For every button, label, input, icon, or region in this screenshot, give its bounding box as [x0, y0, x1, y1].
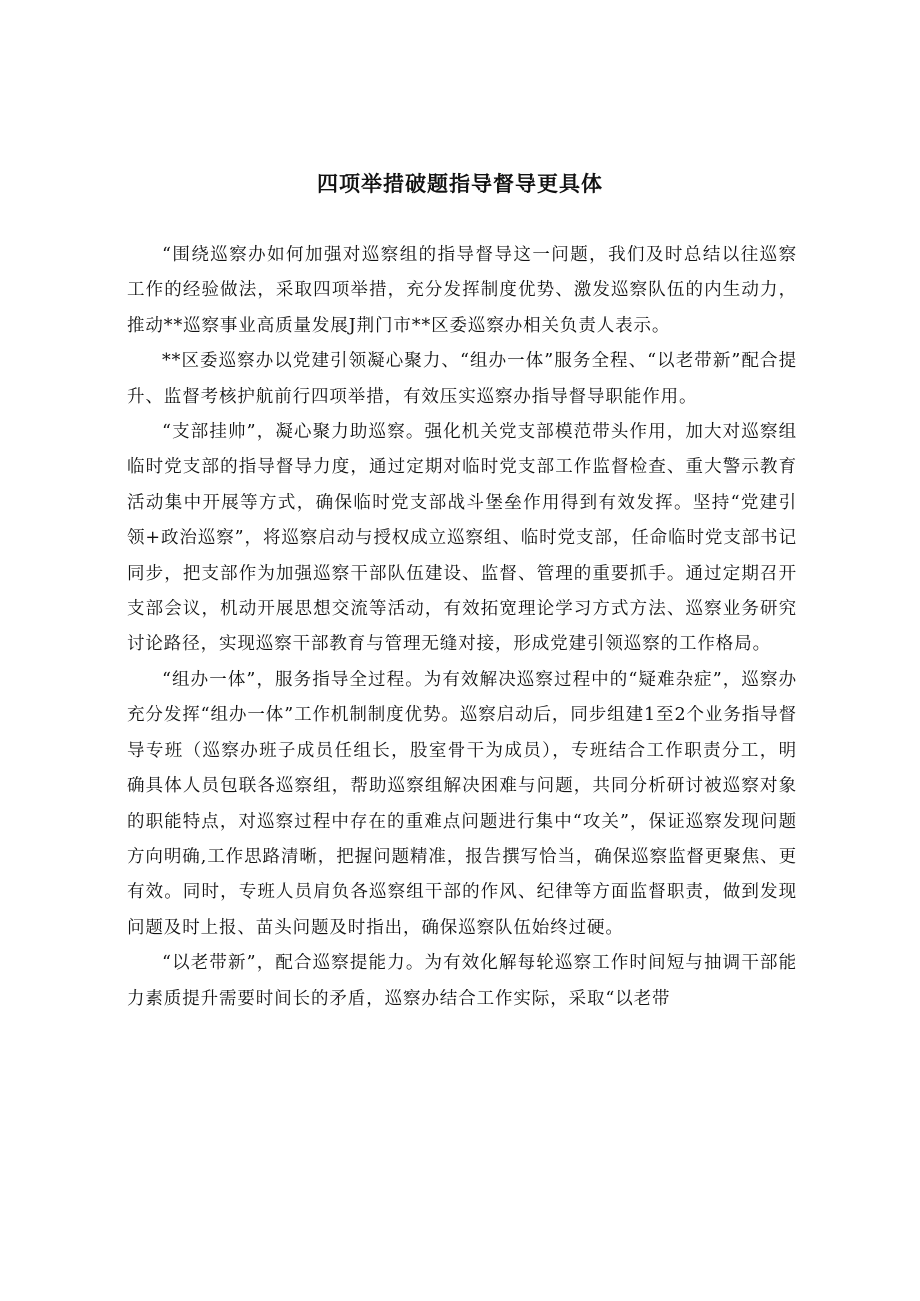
paragraph-four-measures: **区委巡察办以党建引领凝心聚力、“组办一体”服务全程、“以老带新”配合提升、监督考核护航前行四项举措，有效压实巡察办指导督导职能作用。 — [127, 351, 797, 407]
paragraph-mentoring: “以老带新”，配合巡察提能力。为有效化解每轮巡察工作时间短与抽调干部能力素质提升需要时间长的矛盾，巡察办结合工作实际，采取“以老带 — [127, 953, 797, 1009]
document-body — [127, 238, 797, 1017]
paragraph-group-office-integration: “组办一体”，服务指导全过程。为有效解决巡察过程中的“疑难杂症”，巡察办充分发挥“组办一体”工作机制制度优势。巡察启动后，同步组建1至2个业务指导督导专班（巡察办班子成员任组长，股室骨干为成员），专班结合工作职责分工，明确具体人员包联各巡察组，帮助巡察组解决困难与问题，共同分析研讨被巡察对象的职能特点，对巡察过程中存在的重难点问题进行集中“攻关”，保证巡察发现问题方向明确,工作思路清晰，把握问题精准，报告撰写恰当，确保巡察监督更聚焦、更有效。同时，专班人员肩负各巡察组干部的作风、纪律等方面监督职责，做到发现问题及时上报、苗头问题及时指出，确保巡察队伍始终过硬。 — [127, 669, 797, 938]
paragraph-branch-leadership: “支部挂帅”，凝心聚力助巡察。强化机关党支部模范带头作用，加大对巡察组临时党支部的指导督导力度，通过定期对临时党支部工作监督检查、重大警示教育活动集中开展等方式，确保临时党支部战斗堡垒作用得到有效发挥。坚持“党建引领+政治巡察”，将巡察启动与授权成立巡察组、临时党支部，任命临时党支部书记同步，把支部作为加强巡察干部队伍建设、监督、管理的重要抓手。通过定期召开支部会议，机动开展思想交流等活动，有效拓宽理论学习方式方法、巡察业务研究讨论路径，实现巡察干部教育与管理无缝对接，形成党建引领巡察的工作格局。 — [127, 422, 797, 655]
document-title: 四项举措破题指导督导更具体 — [317, 172, 603, 196]
paragraph-intro-quote: “围绕巡察办如何加强对巡察组的指导督导这一问题，我们及时总结以往巡察工作的经验做法，采取四项举措，充分发挥制度优势、激发巡察队伍的内生动力，推动**巡察事业高质量发展J荆门市**区委巡察办相关负责人表示。 — [127, 245, 797, 336]
